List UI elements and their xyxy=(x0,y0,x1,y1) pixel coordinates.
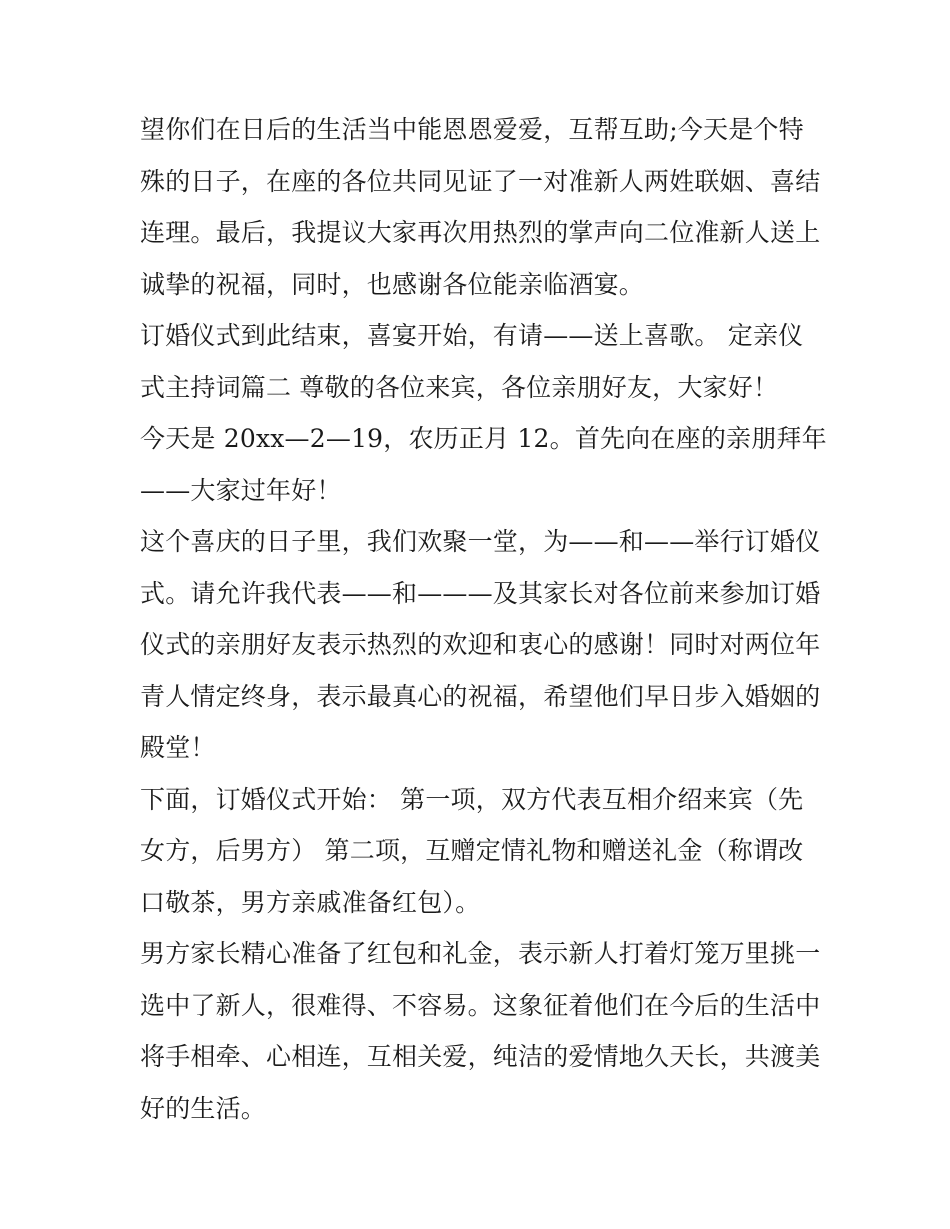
text-line: 口敬茶，男方亲戚准备红包）。 xyxy=(140,887,481,917)
text-line: 望你们在日后的生活当中能恩恩爱爱，互帮互助;今天是个特 xyxy=(140,115,804,144)
paragraph-6 xyxy=(140,928,820,1134)
text-line: 选中了新人，很难得、不容易。这象征着他们在今后的生活中 xyxy=(140,990,821,1020)
document-body xyxy=(140,104,827,1134)
text-line: 式主持词篇二 尊敬的各位来宾，各位亲朋好友，大家好！ xyxy=(140,372,779,402)
text-line: 好的生活。 xyxy=(140,1093,267,1123)
paragraph-2 xyxy=(140,310,820,413)
text-line: 将手相牵、心相连，互相关爱，纯洁的爱情地久天长，共渡美 xyxy=(140,1042,821,1071)
text-line: 下面，订婚仪式开始： 第一项，双方代表互相介绍来宾（先 xyxy=(140,784,804,814)
paragraph-5 xyxy=(140,774,820,929)
text-line: 订婚仪式到此结束，喜宴开始，有请——送上喜歌。 定亲仪 xyxy=(140,321,804,350)
text-line: 今天是 20xx—2—19，农历正月 12。首先向在座的亲朋拜年 xyxy=(140,424,827,453)
text-line: 这个喜庆的日子里，我们欢聚一堂，为——和——举行订婚仪 xyxy=(140,527,821,556)
text-line: ——大家过年好！ xyxy=(140,475,342,505)
text-line: 式。请允许我代表——和———及其家长对各位前来参加订婚 xyxy=(140,578,821,608)
text-line: 仪式的亲朋好友表示热烈的欢迎和衷心的感谢！同时对两位年 xyxy=(140,630,821,659)
text-line: 诚挚的祝福，同时，也感谢各位能亲临酒宴。 xyxy=(140,269,645,299)
text-line: 男方家长精心准备了红包和礼金，表示新人打着灯笼万里挑一 xyxy=(140,939,821,968)
text-line: 连理。最后，我提议大家再次用热烈的掌声向二位准新人送上 xyxy=(140,218,821,247)
text-line: 殿堂！ xyxy=(140,733,216,762)
paragraph-1 xyxy=(140,104,820,310)
paragraph-3 xyxy=(140,413,827,516)
text-line: 女方，后男方） 第二项，互赠定情礼物和赠送礼金（称谓改 xyxy=(140,836,804,865)
paragraph-4 xyxy=(140,516,820,774)
text-line: 殊的日子，在座的各位共同见证了一对准新人两姓联姻、喜结 xyxy=(140,166,821,196)
text-line: 青人情定终身，表示最真心的祝福，希望他们早日步入婚姻的 xyxy=(140,681,821,711)
